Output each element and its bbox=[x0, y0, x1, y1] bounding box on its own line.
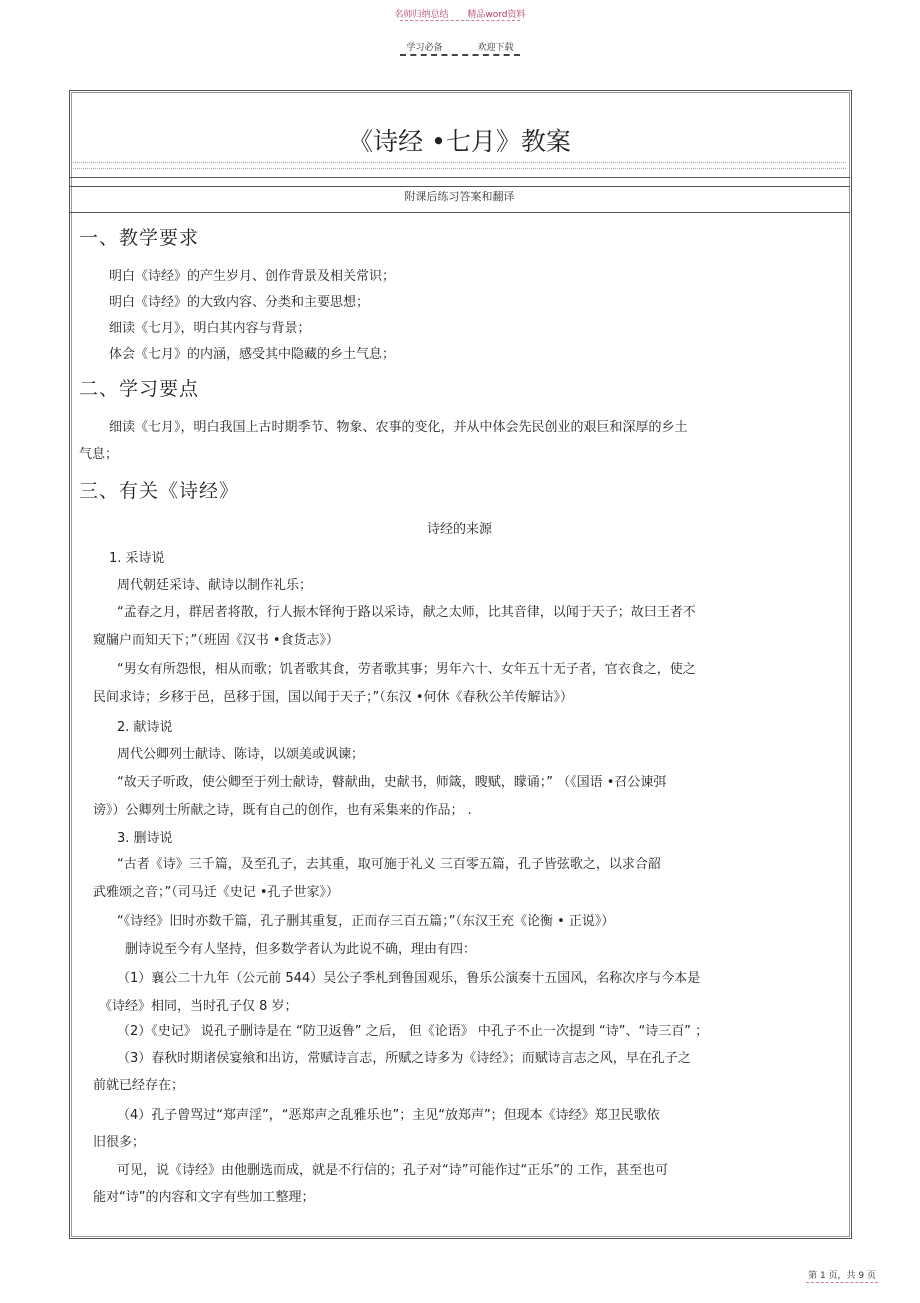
reason-line: （4）孔子曾骂过“郑声淫”，“恶郑声之乱雅乐也”；主见“放郑声”；但现本《诗经》郑卫民歌依 bbox=[117, 1108, 660, 1123]
section-heading-key-points: 二、学习要点 bbox=[79, 378, 200, 400]
requirement-item: 明白《诗经》的大致内容、分类和主要思想； bbox=[109, 295, 370, 310]
reason-line: 前就已经存在； bbox=[93, 1078, 185, 1093]
title-rule bbox=[70, 177, 850, 178]
reason-line: 《诗经》相同，当时孔子仅 8 岁； bbox=[99, 999, 298, 1014]
reason-line: 旧很多； bbox=[93, 1135, 146, 1150]
header-brand-right: 精品word资料 bbox=[467, 10, 526, 20]
origin-theory-title: 3. 删诗说 bbox=[117, 831, 173, 846]
title-dotted-rule bbox=[73, 162, 846, 163]
subtitle-bottom-rule bbox=[70, 212, 850, 213]
requirement-item: 细读《七月》，明白其内容与背景； bbox=[109, 321, 311, 336]
conclusion-line: 能对“诗”的内容和文字有些加工整理； bbox=[93, 1190, 315, 1205]
reason-line: （3）春秋时期诸侯宴飨和出访，常赋诗言志，所赋之诗多为《诗经》；而赋诗言志之风，早在孔子之 bbox=[117, 1051, 691, 1066]
top-header bbox=[0, 7, 920, 20]
requirement-item: 体会《七月》的内涵，感受其中隐藏的乡土气息； bbox=[109, 347, 396, 362]
paragraph-line: “男女有所怨恨，相从而歌；饥者歌其食，劳者歌其事；男年六十、女年五十无子者，官衣食之，使之 bbox=[117, 662, 696, 677]
paragraph-line: “故天子听政，使公卿至于列士献诗，瞽献曲，史献书，师箴，瞍赋，矇诵；” （《国语 •召公谏弭 bbox=[117, 775, 667, 790]
paragraph-line: 武雅颂之音；”（司马迁《史记 •孔子世家》） bbox=[93, 885, 340, 900]
origin-theory-title: 1. 采诗说 bbox=[109, 551, 165, 566]
paragraph-line: “古者《诗》三千篇，及至孔子，去其重，取可施于礼义 三百零五篇，孔子皆弦歌之，以求合韶 bbox=[117, 857, 661, 872]
footer-divider bbox=[806, 1282, 878, 1283]
header-brand-left: 名师归纳总结 bbox=[394, 10, 449, 20]
header-divider bbox=[400, 20, 520, 21]
subtitle-top-rule bbox=[70, 186, 850, 187]
paragraph-line: 删诗说至今有人坚持，但多数学者认为此说不确，理由有四： bbox=[125, 942, 477, 957]
paragraph-line: “孟春之月，群居者将散，行人振木铎徇于路以采诗，献之太师，比其音律，以闻于天子；故曰王者不 bbox=[117, 605, 696, 620]
requirement-item: 明白《诗经》的产生岁月、创作背景及相关常识； bbox=[109, 269, 396, 284]
key-point-text-cont: 气息； bbox=[79, 447, 119, 462]
page-number: 第 1 页，共 9 页 bbox=[808, 1271, 876, 1281]
sub-header bbox=[0, 40, 920, 53]
header-sub-left: 学习必备 bbox=[406, 43, 443, 53]
reason-line: （2）《史记》 说孔子删诗是在 “防卫返鲁” 之后， 但《论语》 中孔子不止一次提到 “诗”、“诗三百” ； bbox=[117, 1024, 709, 1039]
origin-theory-title: 2. 献诗说 bbox=[117, 720, 173, 735]
section-heading-requirements: 一、教学要求 bbox=[79, 227, 200, 249]
key-point-text: 细读《七月》，明白我国上古时期季节、物象、农事的变化，并从中体会先民创业的艰巨和深厚的乡土 bbox=[109, 420, 688, 435]
reason-line: （1）襄公二十九年（公元前 544）吴公子季札到鲁国观乐，鲁乐公演奏十五国风，名称次序与今本是 bbox=[117, 971, 701, 986]
paragraph-line: 周代朝廷采诗、献诗以制作礼乐； bbox=[117, 578, 313, 593]
header-sub-right: 欢迎下载 bbox=[477, 43, 514, 53]
document-subtitle: 附课后练习答案和翻译 bbox=[404, 190, 515, 203]
sub-header-underline bbox=[400, 54, 520, 56]
paragraph-line: 民间求诗；乡移于邑，邑移于国，国以闻于天子；”（东汉 •何休《春秋公羊传解诂》） bbox=[93, 690, 574, 705]
document-title: 《诗经 •七月》教案 bbox=[348, 127, 571, 156]
paragraph-line: 周代公卿列士献诗、陈诗，以颂美或讽谏； bbox=[117, 747, 365, 762]
paragraph-line: “《诗经》旧时亦数千篇，孔子删其重复，正而存三百五篇；”（东汉王充《论衡 • 正说》） bbox=[117, 914, 615, 929]
conclusion-line: 可见，说《诗经》由他删选而成，就是不行信的；孔子对“诗”可能作过“正乐”的 工作，甚至也可 bbox=[117, 1163, 669, 1178]
paragraph-line: 窥牖户而知天下；”（班固《汉书 •食货志》） bbox=[93, 633, 340, 648]
title-dotted-rule-2 bbox=[73, 168, 846, 169]
paragraph-line: 谤》）公卿列士所献之诗，既有自己的创作，也有采集来的作品； . bbox=[93, 803, 472, 818]
section-heading-about-shijing: 三、有关《诗经》 bbox=[79, 480, 240, 502]
subsection-title-origin: 诗经的来源 bbox=[426, 522, 492, 537]
